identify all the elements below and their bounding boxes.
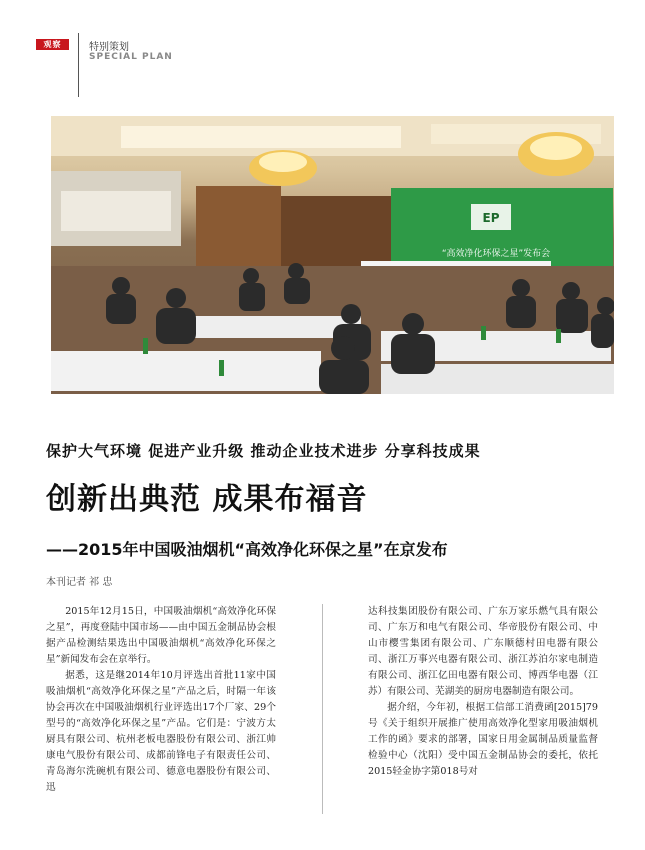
paragraph: 2015年12月15日，中国吸油烟机“高效净化环保之星”，再度登陆中国市场——由中国五金制品协会根据产品检测结果选出中国吸油烟机“高效净化环保之星”新闻发布会在京举行。 [46,606,276,665]
section-title-cn: 特别策划 [89,42,129,53]
paragraph: 达科技集团股份有限公司、广东万家乐燃气具有限公司、广东万和电气有限公司、华帝股份有限公司、中山市樱雪集团有限公司、广东顺德村田电器有限公司、浙江万事兴电器有限公司、浙江苏泊尔家电制造有限公司、浙江亿田电器有限公司、博西华电器（江苏）有限公司、芜湖美的厨房电器制造有限公司。 [368,606,598,697]
article-subtitle: ——2015年中国吸油烟机“高效净化环保之星”在京发布 [46,540,448,559]
conference-photo [51,116,614,394]
article-subhead: 保护大气环境 促进产业升级 推动企业技术进步 分享科技成果 [46,442,481,460]
article-column-right [368,604,598,780]
section-title-en: SPECIAL PLAN [89,52,173,62]
banner-logo-text: EP [482,211,500,225]
article-column-left [46,604,276,796]
header-divider [78,33,79,97]
paragraph: 据介绍，今年初，根据工信部工消费函[2015]79号《关于组织开展推广使用高效净化型家用吸油烟机工作的函》要求的部署，国家日用金属制品质量监督检验中心（沈阳）受中国五金制品协会的委托，依托2015轻金协字第018号对 [368,702,598,777]
article-byline: 本刊记者 祁 忠 [46,577,113,588]
article-title: 创新出典范 成果布福音 [46,482,368,517]
section-badge: 观察 [36,39,69,50]
banner-text: “高效净化环保之星”发布会 [441,249,551,259]
column-divider [322,604,323,814]
paragraph: 据悉，这是继2014年10月评选出首批11家中国吸油烟机“高效净化环保之星”产品之后，时隔一年该协会再次在中国吸油烟机行业评选出17个厂家、29个型号的“高效净化环保之星”产品。它们是：宁波方太厨具有限公司、杭州老板电器股份有限公司、浙江帅康电气股份有限公司、成都前锋电子有限责任公司、青岛海尔洗碗机有限公司、德意电器股份有限公司、迅 [46,670,276,793]
